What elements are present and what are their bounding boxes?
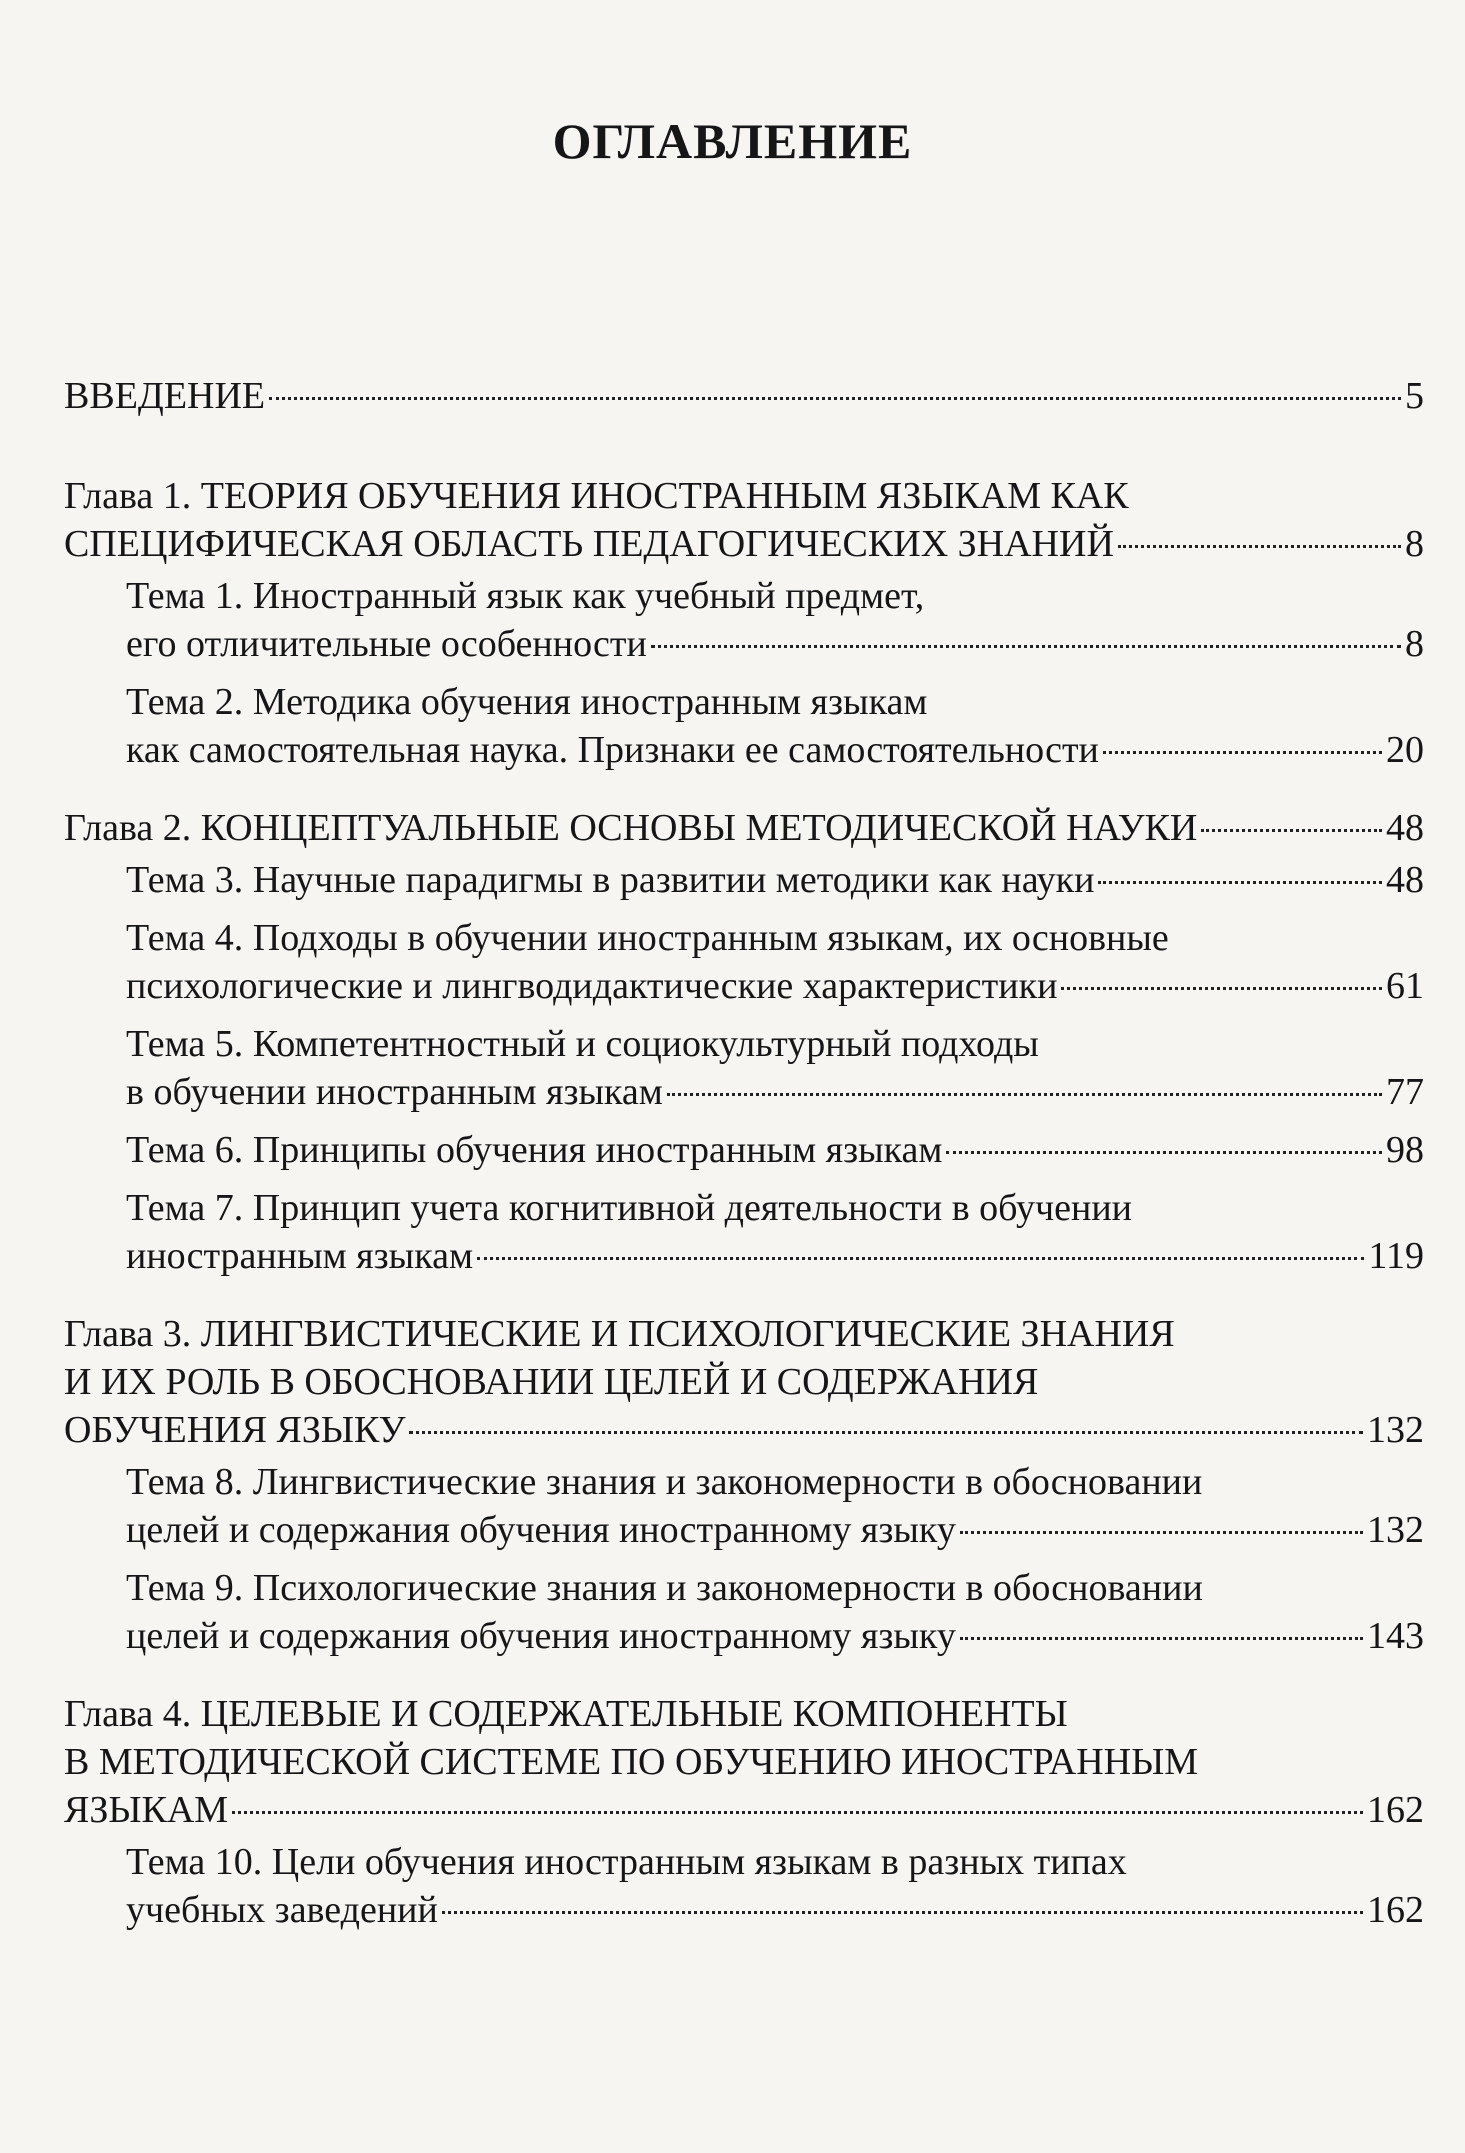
dot-leader xyxy=(960,1637,1363,1640)
dot-leader xyxy=(946,1151,1382,1154)
toc-entry-title: его отличительные особенности xyxy=(126,623,647,665)
toc-entry-line: Тема 7. Принцип учета когнитивной деятельности в обучении xyxy=(126,1187,1133,1229)
toc-page-number: 5 xyxy=(1405,375,1424,417)
toc-entry-title: ВВЕДЕНИЕ xyxy=(64,375,266,417)
toc-entry-line: Тема 10. Цели обучения иностранным языкам в разных типах xyxy=(126,1841,1127,1883)
toc-topic-entry xyxy=(64,856,1424,904)
toc-entry-title: Тема 3. Научные парадигмы в развитии методики как науки xyxy=(126,859,1095,901)
toc-topic-entry xyxy=(64,572,1424,668)
toc-entry-line: В МЕТОДИЧЕСКОЙ СИСТЕМЕ ПО ОБУЧЕНИЮ ИНОСТРАННЫМ xyxy=(64,1741,1199,1783)
toc-entry-title: ЯЗЫКАМ xyxy=(64,1789,229,1831)
dot-leader xyxy=(269,397,1401,400)
toc-intro-entry xyxy=(64,372,1424,420)
dot-leader xyxy=(232,1811,1363,1814)
toc-entry-final-line xyxy=(64,1406,1424,1454)
toc-page-number: 162 xyxy=(1367,1789,1424,1831)
toc-page-number: 162 xyxy=(1367,1889,1424,1931)
toc-page-number: 20 xyxy=(1386,729,1424,771)
toc-entry-final-line xyxy=(126,1232,1424,1280)
toc-entry-final-line xyxy=(64,372,1424,420)
toc-entry-line: Тема 4. Подходы в обучении иностранным языкам, их основные xyxy=(126,917,1169,959)
toc-entry-final-line xyxy=(126,620,1424,668)
toc-chapter-entry xyxy=(64,804,1424,852)
toc-entry-title: как самостоятельная наука. Признаки ее самостоятельности xyxy=(126,729,1099,771)
toc-chapter-entry xyxy=(64,472,1424,568)
dot-leader xyxy=(667,1093,1382,1096)
toc-entry-line: Тема 5. Компетентностный и социокультурный подходы xyxy=(126,1023,1039,1065)
toc-entry-final-line xyxy=(64,804,1424,852)
toc-page-number: 8 xyxy=(1405,623,1424,665)
toc-entry-final-line xyxy=(126,1506,1424,1554)
dot-leader xyxy=(1098,881,1382,884)
toc-entry-final-line xyxy=(126,856,1424,904)
toc-entry-line: Глава 4. ЦЕЛЕВЫЕ И СОДЕРЖАТЕЛЬНЫЕ КОМПОНЕНТЫ xyxy=(64,1693,1068,1735)
dot-leader xyxy=(1061,987,1382,990)
page-title: ОГЛАВЛЕНИЕ xyxy=(552,113,913,169)
toc-topic-entry xyxy=(64,1564,1424,1660)
toc-entry-line: Тема 1. Иностранный язык как учебный предмет, xyxy=(126,575,925,617)
toc-page-number: 77 xyxy=(1386,1071,1424,1113)
toc-entry-final-line xyxy=(126,1886,1424,1934)
toc-chapter-entry xyxy=(64,1310,1424,1454)
toc-topic-entry xyxy=(64,1184,1424,1280)
toc-entry-line: Глава 1. ТЕОРИЯ ОБУЧЕНИЯ ИНОСТРАННЫМ ЯЗЫКАМ КАК xyxy=(64,475,1129,517)
toc-entry-line: Тема 8. Лингвистические знания и закономерности в обосновании xyxy=(126,1461,1203,1503)
toc-topic-entry xyxy=(64,1838,1424,1934)
toc-entry-title: в обучении иностранным языкам xyxy=(126,1071,663,1113)
dot-leader xyxy=(442,1911,1363,1914)
toc-page-number: 48 xyxy=(1386,859,1424,901)
toc-topic-entry xyxy=(64,1458,1424,1554)
dot-leader xyxy=(1118,545,1401,548)
toc-page-number: 48 xyxy=(1386,807,1424,849)
toc-entry-title: Глава 2. КОНЦЕПТУАЛЬНЫЕ ОСНОВЫ МЕТОДИЧЕСКОЙ НАУКИ xyxy=(64,807,1198,849)
dot-leader xyxy=(1103,751,1382,754)
toc-entry-title: целей и содержания обучения иностранному языку xyxy=(126,1615,956,1657)
toc-topic-entry xyxy=(64,914,1424,1010)
toc-entry-title: Тема 6. Принципы обучения иностранным языкам xyxy=(126,1129,943,1171)
toc-entry-line: И ИХ РОЛЬ В ОБОСНОВАНИИ ЦЕЛЕЙ И СОДЕРЖАНИЯ xyxy=(64,1361,1039,1403)
dot-leader xyxy=(1201,829,1382,832)
toc-page-number: 132 xyxy=(1367,1509,1424,1551)
toc-entry-final-line xyxy=(64,520,1424,568)
toc-page-number: 143 xyxy=(1367,1615,1424,1657)
dot-leader xyxy=(409,1431,1363,1434)
toc-entry-title: ОБУЧЕНИЯ ЯЗЫКУ xyxy=(64,1409,406,1451)
toc-page-number: 61 xyxy=(1386,965,1424,1007)
dot-leader xyxy=(651,645,1401,648)
toc-topic-entry xyxy=(64,1126,1424,1174)
toc-entry-final-line xyxy=(126,726,1424,774)
toc-page-number: 98 xyxy=(1386,1129,1424,1171)
toc-page-number: 8 xyxy=(1405,523,1424,565)
toc-chapter-entry xyxy=(64,1690,1424,1834)
toc-page-number: 132 xyxy=(1367,1409,1424,1451)
toc-entry-final-line xyxy=(126,1612,1424,1660)
toc-entry-title: учебных заведений xyxy=(126,1889,438,1931)
toc-entry-title: целей и содержания обучения иностранному языку xyxy=(126,1509,956,1551)
toc-entry-final-line xyxy=(126,1126,1424,1174)
toc-entry-title: иностранным языкам xyxy=(126,1235,473,1277)
dot-leader xyxy=(477,1257,1364,1260)
table-of-contents xyxy=(64,372,1424,1934)
toc-topic-entry xyxy=(64,1020,1424,1116)
toc-entry-title: СПЕЦИФИЧЕСКАЯ ОБЛАСТЬ ПЕДАГОГИЧЕСКИХ ЗНАНИЙ xyxy=(64,523,1114,565)
toc-entry-line: Тема 9. Психологические знания и закономерности в обосновании xyxy=(126,1567,1203,1609)
dot-leader xyxy=(960,1531,1363,1534)
toc-entry-line: Тема 2. Методика обучения иностранным языкам xyxy=(126,681,928,723)
toc-entry-title: психологические и лингводидактические характеристики xyxy=(126,965,1058,1007)
toc-page-number: 119 xyxy=(1368,1235,1424,1277)
toc-topic-entry xyxy=(64,678,1424,774)
toc-entry-final-line xyxy=(126,1068,1424,1116)
toc-entry-final-line xyxy=(126,962,1424,1010)
toc-entry-line: Глава 3. ЛИНГВИСТИЧЕСКИЕ И ПСИХОЛОГИЧЕСКИЕ ЗНАНИЯ xyxy=(64,1313,1175,1355)
toc-entry-final-line xyxy=(64,1786,1424,1834)
